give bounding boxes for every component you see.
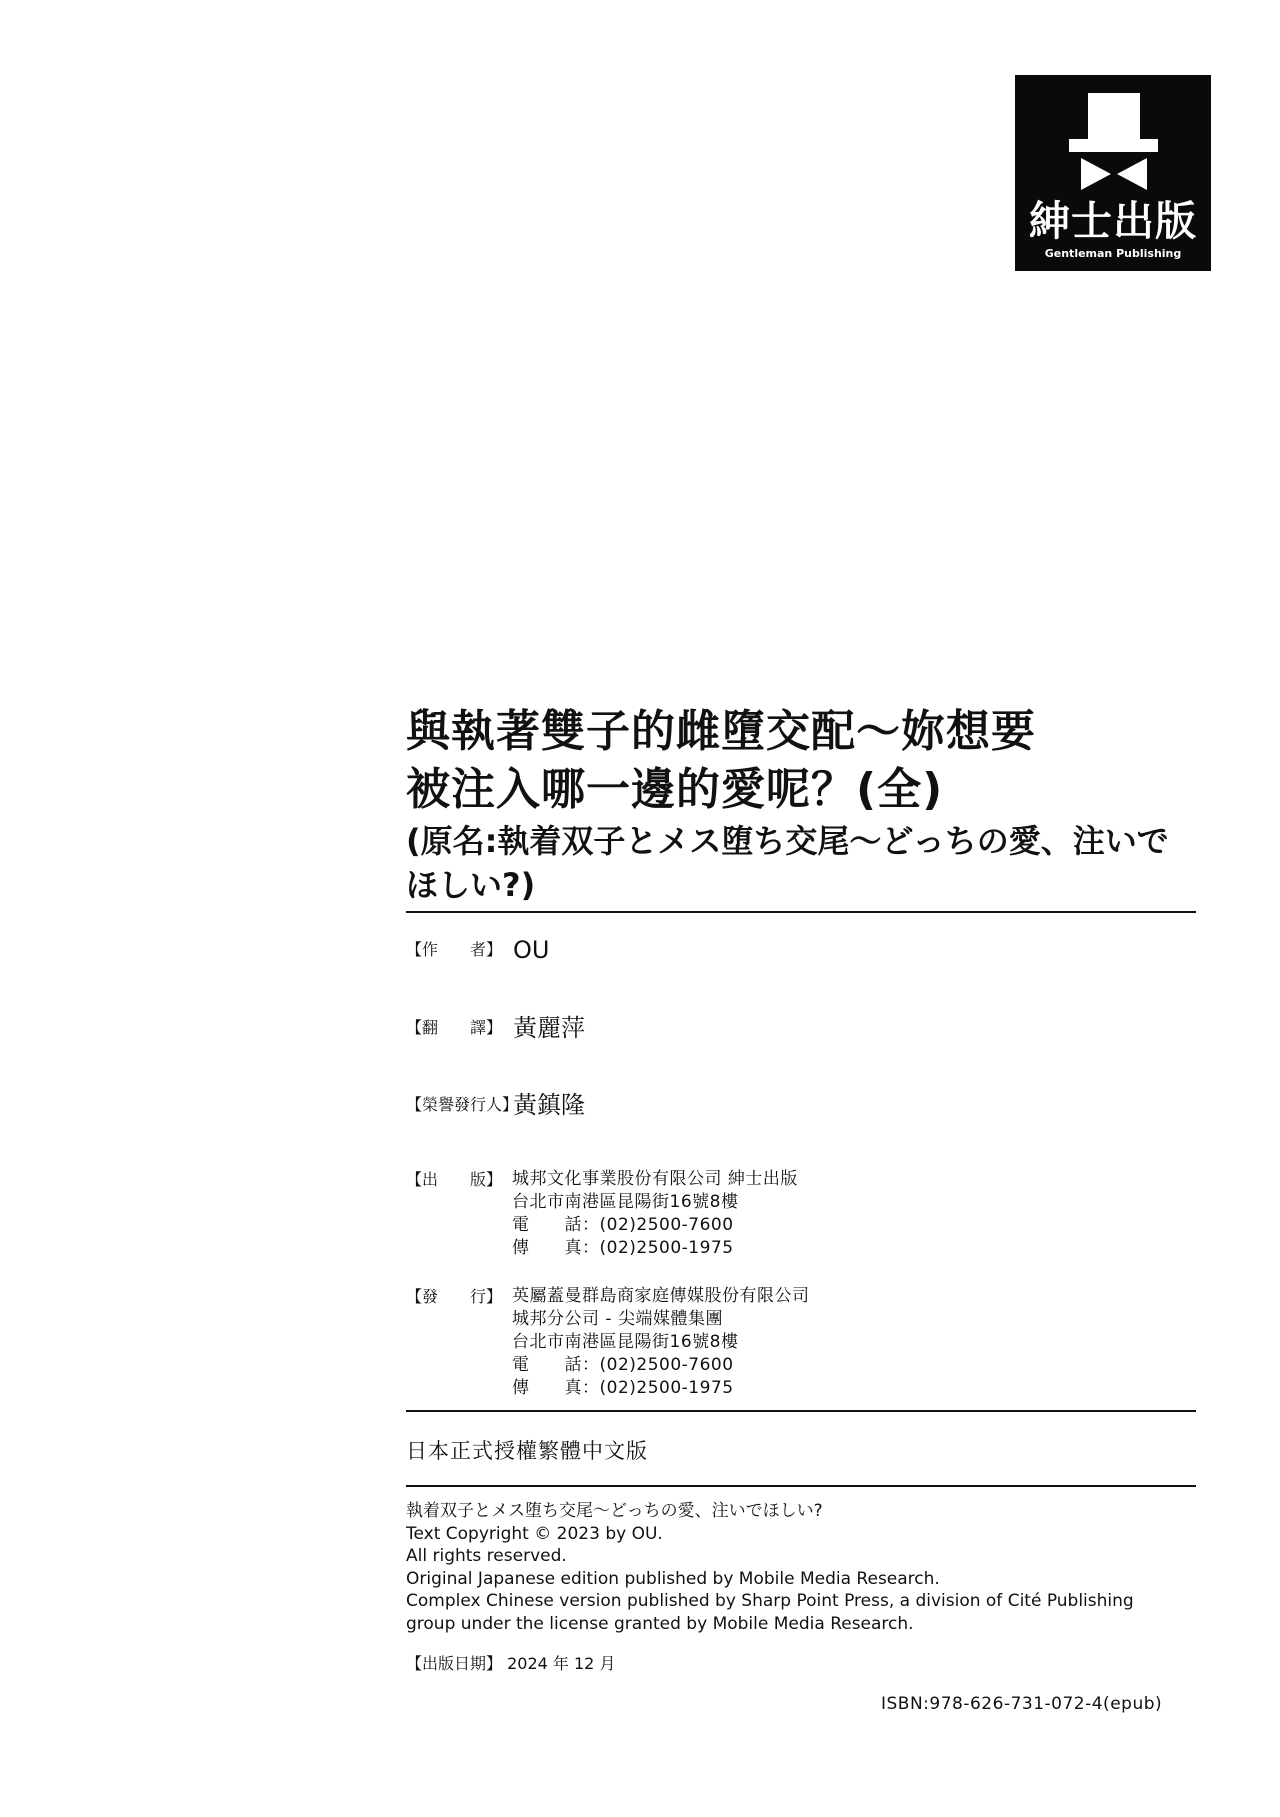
isbn: ISBN:978-626-731-072-4(epub) (881, 1694, 1163, 1714)
edition-note: 日本正式授權繁體中文版 (406, 1439, 648, 1463)
publisher-line: 台北市南港區昆陽街16號8樓 (512, 1192, 739, 1212)
author-value: OU (513, 936, 550, 964)
book-title-line-2: 被注入哪一邊的愛呢？(全) (406, 764, 944, 815)
publisher-logo (1015, 75, 1211, 271)
publisher-line: 電 話：(02)2500-7600 (512, 1215, 734, 1235)
copyright-block (406, 1500, 1206, 1635)
publisher-label: 【出 版】 (406, 1170, 503, 1189)
publisher-line: 城邦文化事業股份有限公司 紳士出版 (512, 1169, 798, 1189)
distributor-label: 【發 行】 (406, 1287, 503, 1306)
author-label: 【作 者】 (406, 940, 503, 959)
book-title-line-1: 與執著雙子的雌墮交配～妳想要 (406, 706, 1036, 757)
publication-date (406, 1652, 615, 1676)
translator-label: 【翻 譯】 (406, 1018, 503, 1037)
distributor-line: 英屬蓋曼群島商家庭傳媒股份有限公司 (512, 1286, 810, 1306)
distributor-line: 城邦分公司 - 尖端媒體集團 (512, 1309, 723, 1329)
translator-value: 黃麗萍 (513, 1014, 585, 1042)
copyright-line: group under the license granted by Mobile Media Research. (406, 1613, 914, 1634)
hat-icon (1088, 93, 1140, 139)
distributor-line: 電 話：(02)2500-7600 (512, 1355, 734, 1375)
copyright-line: Original Japanese edition published by Mobile Media Research. (406, 1568, 940, 1589)
copyright-line: 執着双子とメス堕ち交尾～どっちの愛、注いでほしい? (406, 1501, 823, 1521)
distributor-line: 傳 真：(02)2500-1975 (512, 1378, 734, 1398)
publication-date-label: 【出版日期】 (406, 1654, 503, 1673)
distributor-line: 台北市南港區昆陽街16號8樓 (512, 1332, 739, 1352)
bowtie-icon (1081, 158, 1147, 190)
original-title-line-2: ほしい?) (406, 866, 536, 904)
logo-title: 紳士出版 (1029, 197, 1197, 245)
original-title-line-1: (原名:執着双子とメス堕ち交尾～どっちの愛、注いで (406, 822, 1169, 860)
publisher-line: 傳 真：(02)2500-1975 (512, 1238, 734, 1258)
logo-subtitle: Gentleman Publishing (1044, 247, 1182, 260)
copyright-line: Text Copyright © 2023 by OU. (406, 1523, 663, 1544)
title-block (406, 703, 1196, 913)
honorary-publisher-label: 【榮譽發行人】 (406, 1095, 519, 1114)
honorary-publisher-value: 黃鎮隆 (513, 1091, 585, 1119)
divider (406, 911, 1196, 913)
copyright-line: All rights reserved. (406, 1546, 567, 1566)
publication-date-value: 2024 年 12 月 (507, 1654, 616, 1673)
hat-brim-icon (1069, 139, 1158, 152)
divider (406, 1410, 1196, 1412)
divider (406, 1485, 1196, 1487)
copyright-line: Complex Chinese version published by Sharp Point Press, a division of Cité Publishing (406, 1591, 1134, 1611)
